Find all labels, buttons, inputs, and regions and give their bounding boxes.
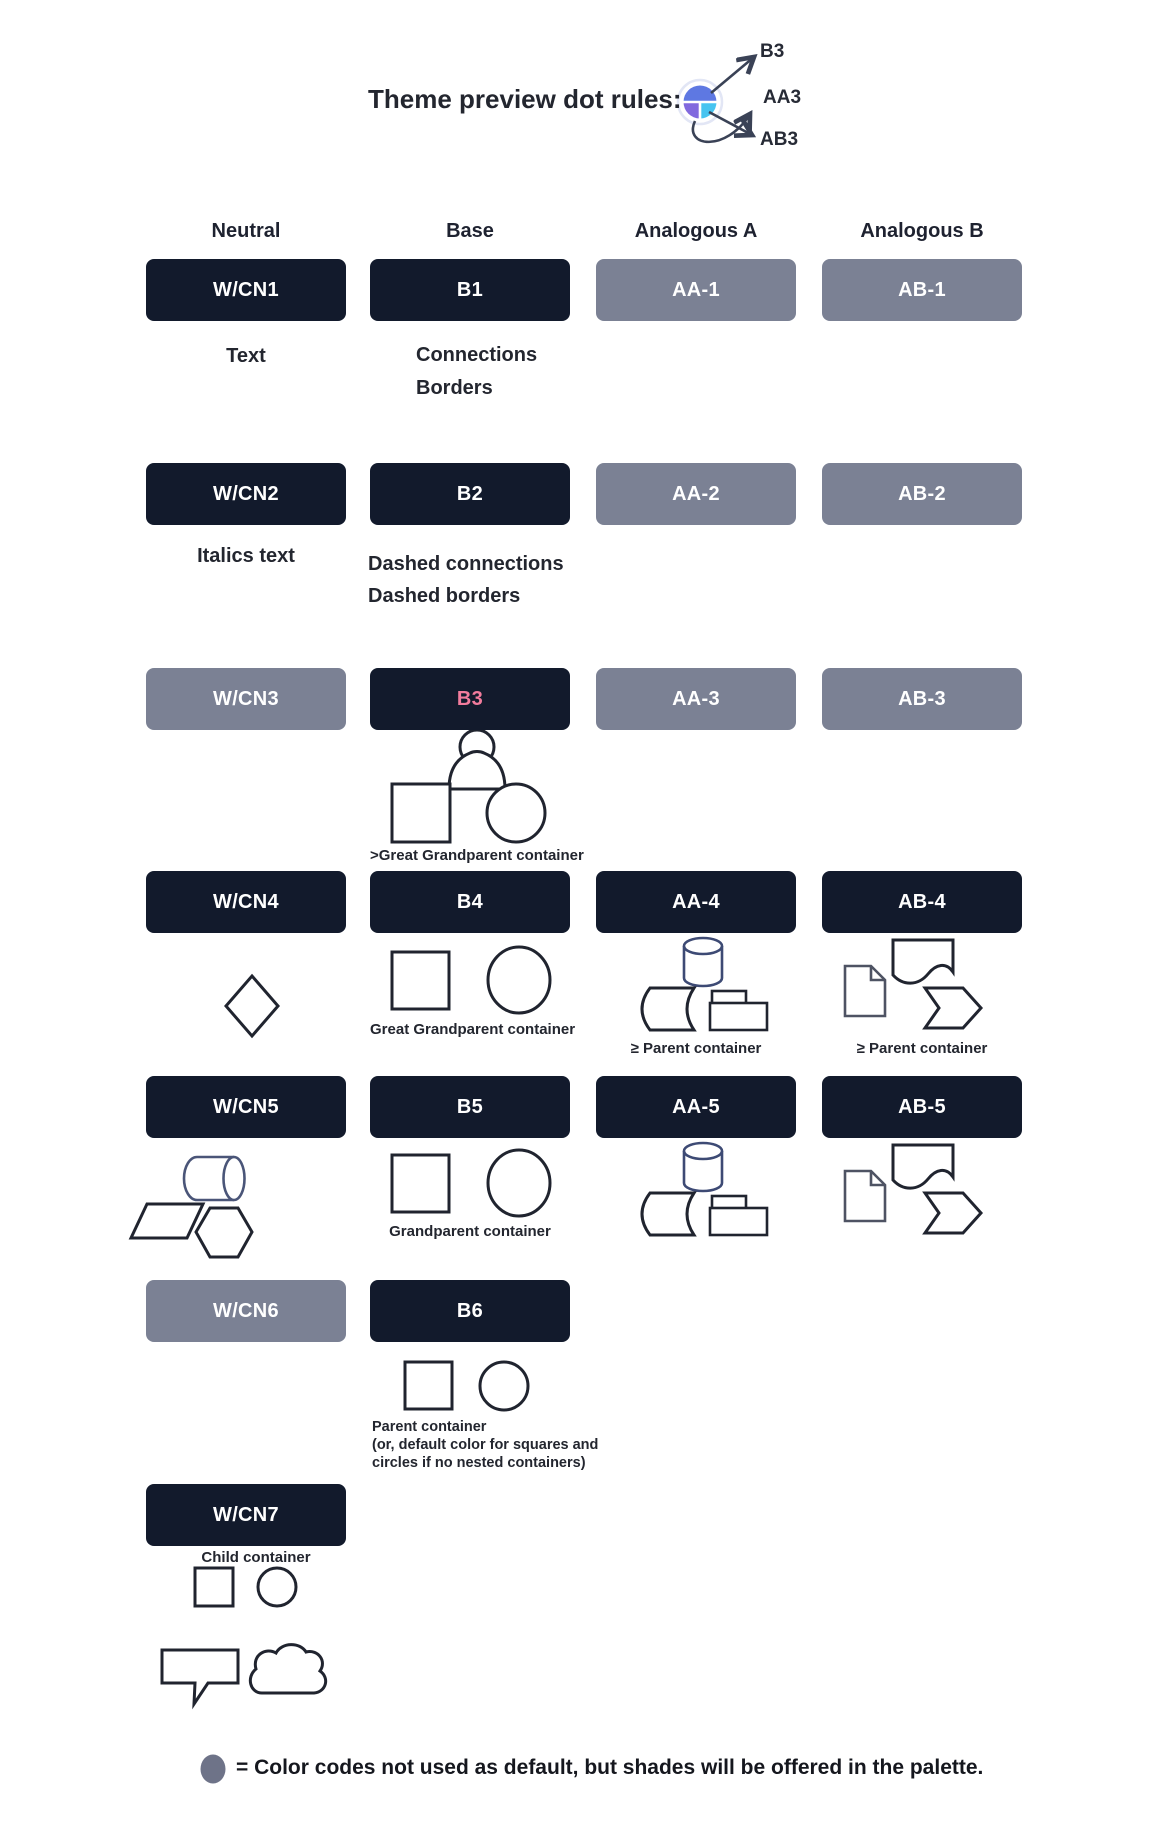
ab5-shape-group <box>845 1145 981 1233</box>
caption-ge-parent-aa: ≥ Parent container <box>630 1040 762 1057</box>
caption-child-container: Child container <box>201 1549 311 1566</box>
cylinder-top-shape <box>684 1143 722 1159</box>
square-shape <box>392 1155 449 1212</box>
circle-shape <box>258 1568 296 1606</box>
folder-body-shape <box>710 1208 767 1235</box>
swatch-b3: B3 <box>370 668 570 730</box>
circle-shape <box>487 784 545 842</box>
square-shape <box>392 952 449 1009</box>
caption-borders: Borders <box>416 377 493 399</box>
arrow-to-b3 <box>711 57 754 93</box>
caption-parent-line3: circles if no nested containers) <box>372 1455 586 1471</box>
theme-preview-dot <box>678 80 722 124</box>
b3-shape-group <box>392 730 545 842</box>
swatch-wcn6: W/CN6 <box>146 1280 346 1342</box>
footer-note: = Color codes not used as default, but shades will be offered in the palette. <box>236 1756 984 1779</box>
column-header-analogous-a: Analogous A <box>634 220 758 242</box>
circle-shape <box>480 1362 528 1410</box>
cylinder-top-shape <box>684 938 722 954</box>
caption-italics-text: Italics text <box>197 545 295 567</box>
swatch-wcn7: W/CN7 <box>146 1484 346 1546</box>
swatch-wcn2: W/CN2 <box>146 463 346 525</box>
cylinder-face-shape <box>224 1157 245 1200</box>
swatch-b1: B1 <box>370 259 570 321</box>
caption-grandparent: Grandparent container <box>389 1223 551 1240</box>
legend-dot <box>201 1755 226 1784</box>
swatch-wcn4: W/CN4 <box>146 871 346 933</box>
stored-data-shape <box>642 988 694 1030</box>
hexagon-shape <box>196 1208 252 1257</box>
chevron-shape <box>925 988 981 1028</box>
circle-shape <box>488 1150 550 1216</box>
b6-shape-group <box>405 1362 528 1410</box>
circle-shape <box>488 947 550 1013</box>
page-shape <box>845 966 885 1016</box>
caption-ge-parent-ab: ≥ Parent container <box>856 1040 988 1057</box>
square-shape <box>392 784 450 842</box>
caption-text: Text <box>226 345 266 367</box>
caption-dashed-borders: Dashed borders <box>368 585 521 607</box>
swatch-aa2: AA-2 <box>596 463 796 525</box>
column-header-neutral: Neutral <box>211 220 281 242</box>
column-header-base: Base <box>446 220 494 242</box>
b4-shape-group <box>392 947 550 1013</box>
swatch-ab1: AB-1 <box>822 259 1022 321</box>
caption-connections: Connections <box>416 344 538 366</box>
dot-label-b3: B3 <box>760 41 785 62</box>
wcn7-shape-group <box>162 1568 326 1704</box>
document-shape <box>893 1145 953 1188</box>
caption-parent-line1: Parent container <box>372 1419 487 1435</box>
swatch-ab5: AB-5 <box>822 1076 1022 1138</box>
page-title: Theme preview dot rules: <box>368 84 682 114</box>
swatch-aa4: AA-4 <box>596 871 796 933</box>
column-header-analogous-b: Analogous B <box>860 220 984 242</box>
cloud-shape <box>250 1645 325 1693</box>
aa4-shape-group <box>642 938 767 1030</box>
square-shape <box>405 1362 452 1409</box>
caption-great-grandparent: Great Grandparent container <box>370 1021 576 1038</box>
swatch-ab2: AB-2 <box>822 463 1022 525</box>
swatch-wcn5: W/CN5 <box>146 1076 346 1138</box>
diamond-shape <box>226 976 278 1036</box>
caption-dashed-connections: Dashed connections <box>368 553 564 575</box>
swatch-b6: B6 <box>370 1280 570 1342</box>
speech-bubble-shape <box>162 1650 238 1704</box>
swatch-wcn3: W/CN3 <box>146 668 346 730</box>
swatch-aa3: AA-3 <box>596 668 796 730</box>
swatch-aa1: AA-1 <box>596 259 796 321</box>
page-shape <box>845 1171 885 1221</box>
swatch-b2: B2 <box>370 463 570 525</box>
b5-shape-group <box>392 1150 550 1216</box>
swatch-b5: B5 <box>370 1076 570 1138</box>
ab4-shape-group <box>845 940 981 1028</box>
dot-label-ab3: AB3 <box>760 129 799 150</box>
swatch-ab3: AB-3 <box>822 668 1022 730</box>
swatch-b4: B4 <box>370 871 570 933</box>
swatch-aa5: AA-5 <box>596 1076 796 1138</box>
parallelogram-shape <box>131 1204 203 1238</box>
swatch-wcn1: W/CN1 <box>146 259 346 321</box>
aa5-shape-group <box>642 1143 767 1235</box>
arrow-to-ab3 <box>709 112 752 135</box>
person-body-shape <box>449 752 505 790</box>
folder-body-shape <box>710 1003 767 1030</box>
swatch-ab4: AB-4 <box>822 871 1022 933</box>
document-shape <box>893 940 953 983</box>
chevron-shape <box>925 1193 981 1233</box>
dot-label-aa3: AA3 <box>763 87 802 108</box>
wcn5-shape-group <box>131 1157 252 1257</box>
caption-parent-line2: (or, default color for squares and <box>372 1437 599 1453</box>
stored-data-shape <box>642 1193 694 1235</box>
square-shape <box>195 1568 233 1606</box>
caption-gt-great-grandparent: >Great Grandparent container <box>370 847 584 864</box>
